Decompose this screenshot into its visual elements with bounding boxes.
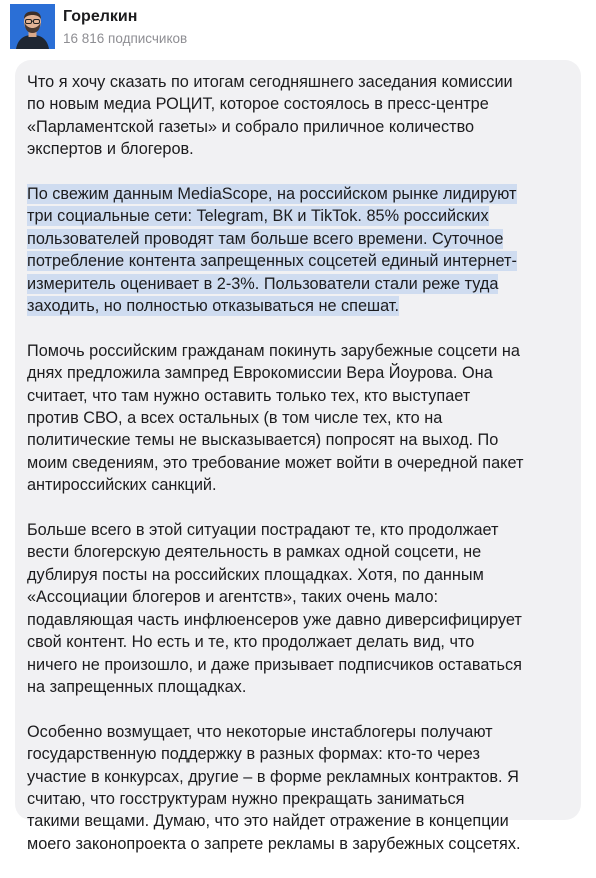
text-selection-highlight[interactable]: По свежим данным MediaScope, на российском рынке лидируют три социальные сети: Telegram, ВК и TikTok. 85% российских пользователей проводят там больше всего времени. Суточное потребление контента запрещенных соцсетей единый интернет- измеритель оценивает в 2-3%. Пользователи стали реже туда заходить, но полностью отказываться не спешат. — [27, 185, 517, 316]
post-paragraph-1: Что я хочу сказать по итогам сегодняшнего заседания комиссии по новым медиа РОЦИТ, которое состоялось в пресс-центре «Парламентской газеты» и собрало приличное количество экспертов и блогеров. — [27, 73, 513, 159]
channel-header[interactable] — [0, 0, 596, 58]
post-paragraph-4: Больше всего в этой ситуации пострадают те, кто продолжает вести блогерскую деятельность в рамках одной соцсети, не дублируя посты на российских площадках. Хотя, по данным «Ассоциации блогеров и агентств», таких очень мало: подавляющая часть инфлюенсеров уже давно диверсифицирует свой контент. Но есть и те, кто продолжает делать вид, что ничего не произошло, и даже призывает подписчиков оставаться на запрещенных площадках. — [27, 521, 522, 696]
channel-name[interactable]: Горелкин — [63, 8, 138, 25]
post-text[interactable] — [27, 71, 582, 878]
post-paragraph-3: Помочь российским гражданам покинуть зарубежные соцсети на днях предложила зампред Еврокомиссии Вера Йоурова. Она считает, что там нужно оставить только тех, кто выступает против СВО, а всех остальных (в том числе тех, кто на политические темы не высказывается) попросят на выход. По моим сведениям, это требование может войти в очередной пакет антироссийских санкций. — [27, 341, 524, 495]
post-paragraph-2-selected[interactable] — [27, 183, 582, 317]
avatar[interactable] — [10, 4, 55, 49]
subscriber-count: 16 816 подписчиков — [63, 31, 188, 46]
avatar-portrait-icon — [10, 4, 55, 49]
channel-info[interactable] — [63, 7, 187, 48]
post-paragraph-5: Особенно возмущает, что некоторые инстаблогеры получают государственную поддержку в разных формах: кто-то через участие в конкурсах, другие – в форме рекламных контрактов. Я считаю, что госструктурам нужно прекращать заниматься такими вещами. Думаю, что это найдет отражение в концепции моего законопроекта о запрете рекламы в зарубежных соцсетях. — [27, 722, 521, 853]
